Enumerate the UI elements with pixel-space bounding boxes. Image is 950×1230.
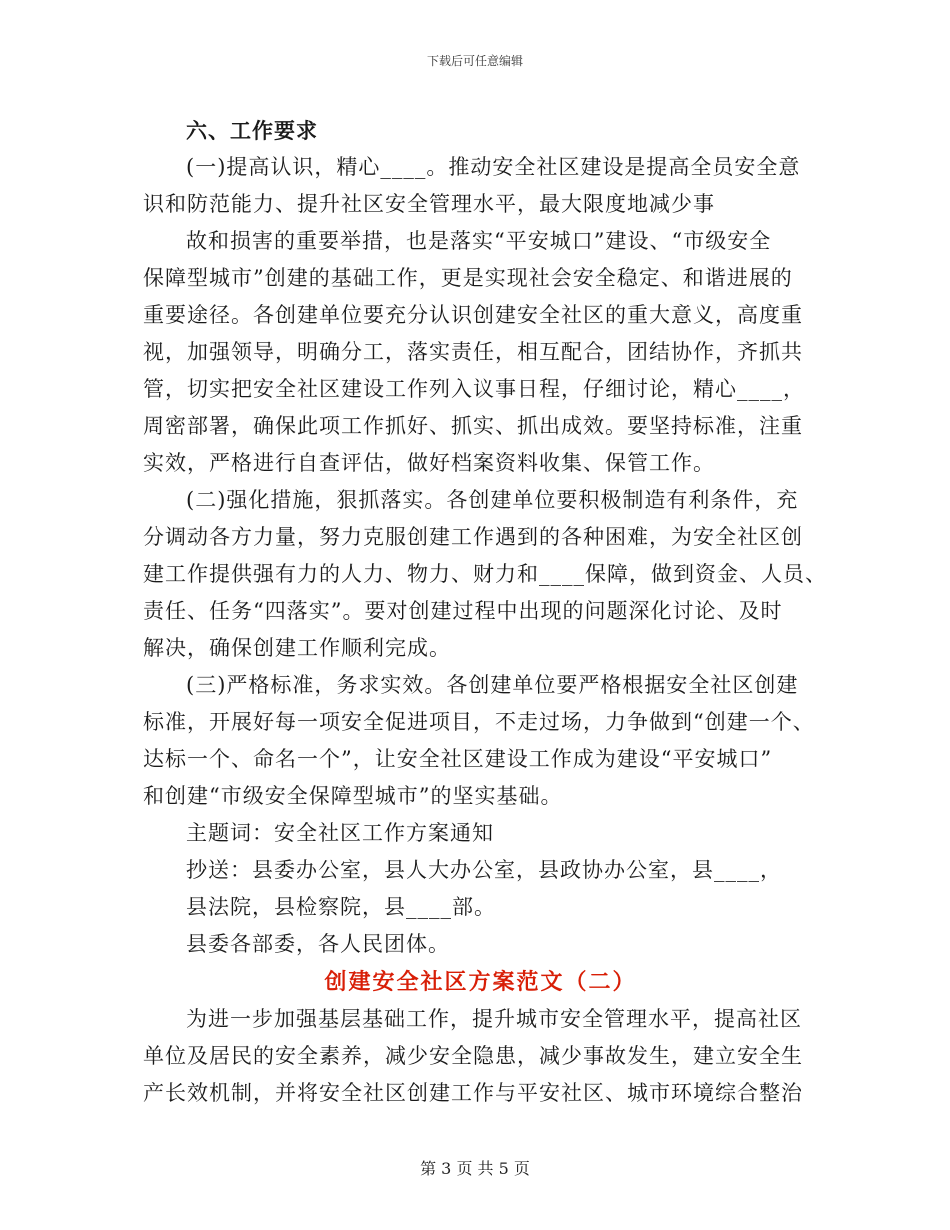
paragraph-line: 管，切实把安全社区建设工作列入议事日程，仔细讨论，精心____， xyxy=(143,377,805,401)
paragraph-line: 识和防范能力、提升社区安全管理水平，最大限度地减少事 xyxy=(143,192,715,216)
paragraph-line: 故和损害的重要举措，也是落实“平安城口”建设、“市级安全 xyxy=(186,229,772,253)
paragraph-line: 标准，开展好每一项安全促进项目，不走过场，力争做到“创建一个、 xyxy=(143,710,815,734)
paragraph-line: 和创建“市级安全保障型城市”的坚实基础。 xyxy=(143,784,563,808)
paragraph-line: 周密部署，确保此项工作抓好、抓实、抓出成效。要坚持标准，注重 xyxy=(143,414,803,438)
cc-line: 县法院，县检察院，县____部。 xyxy=(186,895,496,919)
cc-line: 县委各部委，各人民团体。 xyxy=(186,932,450,956)
paragraph-line: 产长效机制，并将安全社区创建工作与平安社区、城市环境综合整治 xyxy=(143,1081,803,1105)
subject-line: 主题词：安全社区工作方案通知 xyxy=(186,821,494,845)
section-heading: 六、工作要求 xyxy=(186,118,318,143)
paragraph-line: 责任、任务“四落实”。要对创建过程中出现的问题深化讨论、及时 xyxy=(143,599,783,623)
page-footer: 第 3 页 共 5 页 xyxy=(420,1159,530,1178)
paragraph-line: 重要途径。各创建单位要充分认识创建安全社区的重大意义，高度重 xyxy=(143,303,803,327)
paragraph-line: 视，加强领导，明确分工，落实责任，相互配合，团结协作，齐抓共 xyxy=(143,340,803,364)
paragraph-line: 达标一个、命名一个”，让安全社区建设工作成为建设“平安城口” xyxy=(143,747,773,771)
document-body xyxy=(143,112,827,1112)
paragraph-line: 建工作提供强有力的人力、物力、财力和____保障，做到资金、人员、 xyxy=(143,562,827,586)
paragraph-line: 为进一步加强基层基础工作，提升城市安全管理水平，提高社区 xyxy=(186,1007,802,1031)
paragraph-line: 解决，确保创建工作顺利完成。 xyxy=(143,636,451,660)
paragraph-line: 保障型城市”创建的基础工作，更是实现社会安全稳定、和谐进展的 xyxy=(143,266,793,290)
page-header: 下载后可任意编辑 xyxy=(426,54,523,68)
paragraph-line: (二)强化措施，狠抓落实。各创建单位要积极制造有利条件，充 xyxy=(186,488,799,512)
paragraph-line: 单位及居民的安全素养，减少安全隐患，减少事故发生，建立安全生 xyxy=(143,1044,803,1068)
paragraph-line: (一)提高认识，精心____。推动安全社区建设是提高全员安全意 xyxy=(186,155,801,179)
paragraph-line: (三)严格标准，务求实效。各创建单位要严格根据安全社区创建 xyxy=(186,673,799,697)
section-title: 创建安全社区方案范文（二） xyxy=(324,969,637,995)
paragraph-line: 分调动各方力量，努力克服创建工作遇到的各种困难，为安全社区创 xyxy=(143,525,803,549)
cc-line: 抄送：县委办公室，县人大办公室，县政协办公室，县____， xyxy=(186,858,782,882)
paragraph-line: 实效，严格进行自查评估，做好档案资料收集、保管工作。 xyxy=(143,451,715,475)
